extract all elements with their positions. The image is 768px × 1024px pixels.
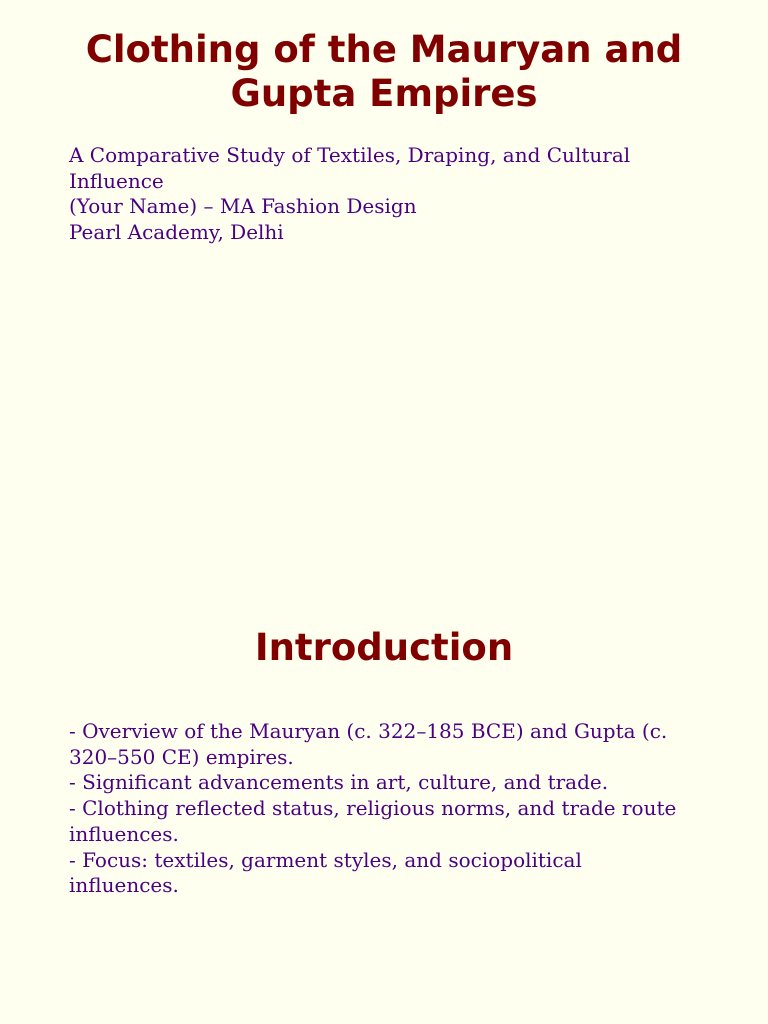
introduction-bullet-list bbox=[69, 719, 689, 899]
subtitle-line: A Comparative Study of Textiles, Draping, and Cultural Influence bbox=[69, 143, 631, 193]
title-subtitle-block bbox=[69, 143, 689, 246]
list-item: - Overview of the Mauryan (c. 322–185 BCE) and Gupta (c. 320–550 CE) empires. bbox=[69, 719, 668, 769]
author-line: (Your Name) – MA Fashion Design bbox=[69, 194, 417, 219]
institution-line: Pearl Academy, Delhi bbox=[69, 220, 284, 245]
document-title: Clothing of the Mauryan and Gupta Empires bbox=[85, 28, 683, 115]
section-heading-introduction: Introduction bbox=[254, 626, 514, 669]
list-item: - Clothing reflected status, religious norms, and trade route influences. bbox=[69, 796, 677, 846]
list-item: - Focus: textiles, garment styles, and sociopolitical influences. bbox=[69, 847, 582, 898]
list-item: - Significant advancements in art, culture, and trade. bbox=[69, 770, 609, 795]
